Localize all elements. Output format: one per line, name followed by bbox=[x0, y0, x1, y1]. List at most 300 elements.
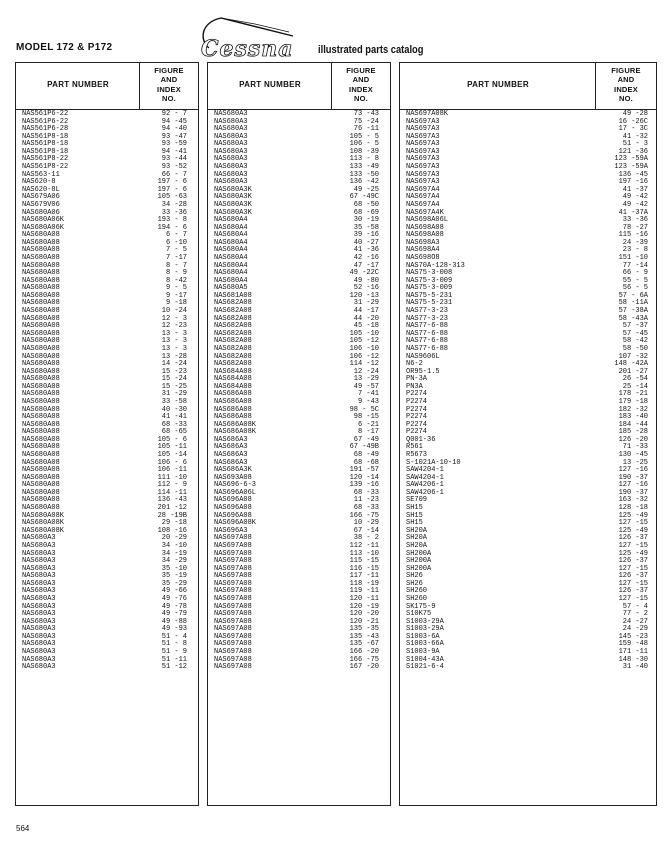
figure-index-cell: 68 -68 bbox=[353, 458, 379, 467]
figure-index-cell: 49 -78 bbox=[161, 602, 187, 611]
figure-index-cell: 126 -37 bbox=[618, 572, 648, 581]
part-number-cell: NAS686A08 bbox=[214, 390, 252, 399]
part-number-cell: NAS697A08 bbox=[214, 557, 252, 566]
figure-index-cell: 11 -23 bbox=[353, 496, 379, 505]
brand-name: Cessna bbox=[201, 36, 294, 62]
table-row bbox=[400, 369, 656, 377]
figure-index-cell: 94 -45 bbox=[161, 117, 187, 126]
table-row bbox=[400, 566, 656, 574]
part-number-cell: NAS697A3 bbox=[406, 155, 440, 164]
figure-index-cell: 125 -49 bbox=[618, 511, 648, 520]
part-number-cell: NAS680A08 bbox=[22, 246, 60, 255]
part-number-cell: NAS680A3 bbox=[214, 117, 248, 126]
catalog-tagline: illustrated parts catalog bbox=[318, 44, 424, 56]
figure-index-cell: 33 -36 bbox=[622, 216, 648, 225]
figure-index-cell: 113 -10 bbox=[349, 549, 379, 558]
figure-index-cell: 201 -27 bbox=[618, 367, 648, 376]
part-number-cell: NAS680A08 bbox=[22, 269, 60, 278]
figure-index-cell: 71 -33 bbox=[622, 443, 648, 452]
part-number-cell: NAS680A08 bbox=[22, 504, 60, 513]
part-number-cell: SH200A bbox=[406, 557, 432, 566]
part-number-cell: NAS680A08 bbox=[22, 367, 60, 376]
part-number-cell: NAS680A08 bbox=[22, 261, 60, 270]
part-number-cell: NAS697A08 bbox=[214, 541, 252, 550]
figure-index-cell: 108 -39 bbox=[349, 147, 379, 156]
part-number-cell: NAS680A3 bbox=[22, 587, 56, 596]
table-row bbox=[400, 490, 656, 498]
figure-index-cell: 66 - 9 bbox=[622, 269, 648, 278]
figure-index-cell: 98 - 5C bbox=[349, 405, 379, 414]
part-number-cell: NAS682A08 bbox=[214, 314, 252, 323]
parts-rows bbox=[16, 111, 198, 672]
part-number-cell: NAS680A08 bbox=[22, 299, 60, 308]
part-number-cell: NAS697A08 bbox=[214, 572, 252, 581]
figure-index-cell: 115 -15 bbox=[349, 557, 379, 566]
table-row bbox=[400, 376, 656, 384]
part-number-cell: NAS561P6-28 bbox=[22, 125, 69, 134]
figure-index-cell: 58 -42 bbox=[622, 337, 648, 346]
figure-index-cell: 31 -40 bbox=[622, 663, 648, 672]
part-number-cell: NAS680A3 bbox=[214, 140, 248, 149]
figure-index-cell: 120 -14 bbox=[349, 473, 379, 482]
table-row bbox=[400, 429, 656, 437]
figure-index-cell: 66 - 7 bbox=[161, 170, 187, 179]
figure-index-cell: 13 -25 bbox=[622, 458, 648, 467]
part-number-cell: NAS696A08 bbox=[214, 496, 252, 505]
part-number-cell: NAS682A08 bbox=[214, 337, 252, 346]
figure-index-cell: 6 - 7 bbox=[165, 231, 187, 240]
figure-index-cell: 139 -16 bbox=[349, 481, 379, 490]
part-number-cell: NAS680A3 bbox=[214, 125, 248, 134]
part-number-cell: NAS620-8L bbox=[22, 185, 60, 194]
part-number-cell: NAS77-3-23 bbox=[406, 307, 449, 316]
part-number-cell: P2274 bbox=[406, 420, 428, 429]
part-number-cell: NAS682A08 bbox=[214, 307, 252, 316]
part-number-cell: NAS680A08 bbox=[22, 466, 60, 475]
figure-index-cell: 115 -16 bbox=[618, 231, 648, 240]
figure-index-cell: 30 -19 bbox=[353, 216, 379, 225]
part-number-cell: NAS75-3-008 bbox=[406, 269, 453, 278]
figure-index-cell: 78 -27 bbox=[622, 223, 648, 232]
figure-index-cell: 145 -23 bbox=[618, 632, 648, 641]
table-row bbox=[400, 391, 656, 399]
figure-index-cell: 120 -11 bbox=[349, 595, 379, 603]
figure-index-cell: 130 -45 bbox=[618, 451, 648, 460]
figure-index-cell: 7 -41 bbox=[357, 390, 379, 399]
figure-index-cell: 41 -36 bbox=[353, 246, 379, 255]
part-number-cell: S1003-66A bbox=[406, 640, 444, 649]
column-header bbox=[16, 63, 198, 110]
figure-index-cell: 77 -14 bbox=[622, 261, 648, 270]
part-number-cell: NAS561P8-22 bbox=[22, 155, 69, 164]
figure-index-cell: 106 - 5 bbox=[349, 140, 379, 149]
figure-index-cell: 12 - 3 bbox=[161, 314, 187, 323]
part-number-cell: SE709 bbox=[406, 496, 428, 505]
figure-index-cell: 171 -11 bbox=[618, 648, 648, 657]
figure-index-cell: 45 -18 bbox=[353, 322, 379, 331]
parts-column-1 bbox=[15, 62, 199, 806]
figure-index-cell: 126 -37 bbox=[618, 587, 648, 596]
figure-index-cell: 57 - 4 bbox=[622, 602, 648, 611]
part-number-cell: NAS680A08 bbox=[22, 405, 60, 414]
part-number-cell: NAS680A3 bbox=[22, 564, 56, 573]
part-number-cell: NAS697A3 bbox=[406, 125, 440, 134]
figure-index-cell: 33 -36 bbox=[161, 208, 187, 217]
figure-index-cell: 120 -13 bbox=[349, 291, 379, 300]
part-number-cell: NAS697A3 bbox=[406, 132, 440, 141]
part-number-cell: NAS680A3 bbox=[22, 602, 56, 611]
table-row bbox=[400, 407, 656, 415]
part-number-cell: NAS680A08 bbox=[22, 420, 60, 429]
table-row bbox=[400, 422, 656, 430]
figure-index-cell: 112 - 9 bbox=[157, 481, 187, 490]
part-number-cell: NAS680A4 bbox=[214, 246, 248, 255]
part-number-cell: NAS680A08 bbox=[22, 337, 60, 346]
figure-index-cell: 8 -17 bbox=[357, 428, 379, 437]
table-row bbox=[400, 384, 656, 392]
figure-index-cell: 197 - 6 bbox=[157, 185, 187, 194]
figure-index-cell: 193 - 8 bbox=[157, 216, 187, 225]
part-number-cell: NAS684A08 bbox=[214, 375, 252, 384]
figure-index-cell: 7 -17 bbox=[165, 253, 187, 262]
figure-index-cell: 67 -49C bbox=[349, 193, 379, 202]
figure-index-cell: 49 -25 bbox=[353, 185, 379, 194]
figure-index-cell: 7 - 5 bbox=[165, 246, 187, 255]
part-number-cell: NAS682A08 bbox=[214, 344, 252, 353]
figure-index-cell: 98 -15 bbox=[353, 413, 379, 422]
figure-index-cell: 76 -11 bbox=[353, 125, 379, 134]
figure-index-cell: 75 -24 bbox=[353, 117, 379, 126]
figure-index-cell: 42 -16 bbox=[353, 253, 379, 262]
part-number-cell: PN3A bbox=[406, 382, 423, 391]
figure-index-cell: 55 - 5 bbox=[622, 276, 648, 285]
figure-index-cell: 41 -41 bbox=[161, 413, 187, 422]
figure-index-cell: 57 -45 bbox=[622, 329, 648, 338]
figure-index-cell: 8 - 9 bbox=[165, 269, 187, 278]
table-row bbox=[400, 444, 656, 452]
figure-index-cell: 121 -36 bbox=[618, 147, 648, 156]
part-number-cell: SK175-9 bbox=[406, 602, 436, 611]
part-number-cell: NAS680A4 bbox=[214, 231, 248, 240]
table-row bbox=[400, 604, 656, 612]
part-number-cell: NAS680A3 bbox=[22, 610, 56, 619]
part-number-cell: N6-2 bbox=[406, 360, 423, 369]
part-number-cell: NAS696-6-3 bbox=[214, 481, 257, 490]
figure-index-cell: 34 -19 bbox=[161, 549, 187, 558]
part-number-cell: NAS684A08 bbox=[214, 382, 252, 391]
part-number-cell: SAW4206-1 bbox=[406, 488, 444, 497]
figure-index-cell: 24 -39 bbox=[622, 238, 648, 247]
figure-index-cell: 9 -17 bbox=[165, 291, 187, 300]
figure-index-heading: FIGURE AND INDEX NO. bbox=[346, 66, 376, 103]
figure-index-cell: 183 -40 bbox=[618, 413, 648, 422]
figure-index-cell: 182 -32 bbox=[618, 405, 648, 414]
figure-index-cell: 8 -42 bbox=[165, 276, 187, 285]
figure-index-cell: 8 - 7 bbox=[165, 261, 187, 270]
part-number-cell: NAS697A3 bbox=[406, 163, 440, 172]
figure-index-cell: 68 -49 bbox=[353, 451, 379, 460]
figure-index-cell: 112 -11 bbox=[349, 541, 379, 550]
figure-index-cell: 178 -21 bbox=[618, 390, 648, 399]
part-number-cell: NAS697A08 bbox=[214, 549, 252, 558]
part-number-cell: NAS680A08 bbox=[22, 473, 60, 482]
part-number-cell: NAS680A08 bbox=[22, 238, 60, 247]
figure-index-cell: 68 -33 bbox=[353, 488, 379, 497]
column-header bbox=[400, 63, 656, 110]
part-number-cell: NAS680A3 bbox=[214, 155, 248, 164]
figure-index-cell: 105 -10 bbox=[349, 329, 379, 338]
part-number-cell: NAS680A08 bbox=[22, 231, 60, 240]
part-number-cell: NAS680A08 bbox=[22, 307, 60, 316]
part-number-cell: NAS686A08 bbox=[214, 405, 252, 414]
part-number-cell: NAS686A3 bbox=[214, 458, 248, 467]
part-number-cell: NAS696A08 bbox=[214, 504, 252, 513]
figure-index-cell: 93 -47 bbox=[161, 132, 187, 141]
figure-index-cell: 10 -24 bbox=[161, 307, 187, 316]
table-row bbox=[400, 520, 656, 528]
part-number-cell: NAS697A08 bbox=[214, 595, 252, 603]
part-number-cell: NAS696A08 bbox=[214, 511, 252, 520]
part-number-cell: NAS697A3 bbox=[406, 178, 440, 187]
part-number-cell: NAS75-3-009 bbox=[406, 276, 453, 285]
figure-index-cell: 197 -16 bbox=[618, 178, 648, 187]
part-number-cell: NAS620-8 bbox=[22, 178, 56, 187]
figure-index-cell: 119 -11 bbox=[349, 587, 379, 596]
part-number-cell: SAW4206-1 bbox=[406, 481, 444, 490]
part-number-cell: NAS77-6-88 bbox=[406, 337, 449, 346]
part-number-cell: S1003-6A bbox=[406, 632, 440, 641]
figure-index-cell: 92 - 7 bbox=[161, 110, 187, 118]
figure-index-cell: 49 -28 bbox=[622, 110, 648, 118]
part-number-cell: NAS697A4 bbox=[406, 193, 440, 202]
table-row bbox=[400, 543, 656, 551]
part-number-cell: NAS698A4 bbox=[406, 246, 440, 255]
table-row bbox=[16, 664, 198, 672]
figure-index-cell: 148 -42A bbox=[614, 360, 648, 369]
figure-index-cell: 133 -50 bbox=[349, 170, 379, 179]
part-number-cell: NAS686A08K bbox=[214, 420, 257, 429]
figure-index-cell: 9 - 5 bbox=[165, 284, 187, 293]
part-number-cell: NAS696A08K bbox=[214, 519, 257, 528]
figure-index-cell: 191 -57 bbox=[349, 466, 379, 475]
figure-index-cell: 127 -16 bbox=[618, 466, 648, 475]
part-number-cell: SAW4204-1 bbox=[406, 473, 444, 482]
figure-index-cell: 68 -33 bbox=[353, 504, 379, 513]
part-number-cell: NAS77-6-88 bbox=[406, 329, 449, 338]
figure-index-cell: 49 -66 bbox=[161, 587, 187, 596]
part-number-cell: NAS680A08 bbox=[22, 360, 60, 369]
figure-index-cell: 106 -11 bbox=[157, 466, 187, 475]
part-number-cell: NAS680A3 bbox=[22, 595, 56, 603]
part-number-cell: SH15 bbox=[406, 504, 423, 513]
part-number-cell: NAS9606L bbox=[406, 352, 440, 361]
part-number-cell: NAS698A06L bbox=[406, 216, 449, 225]
figure-index-cell: 108 -16 bbox=[157, 526, 187, 535]
table-row bbox=[400, 513, 656, 521]
figure-index-cell: 40 -27 bbox=[353, 238, 379, 247]
figure-index-cell: 127 -15 bbox=[618, 541, 648, 550]
part-number-cell: NAS680A08 bbox=[22, 322, 60, 331]
part-number-cell: NAS680A3K bbox=[214, 200, 252, 209]
figure-index-cell: 163 -32 bbox=[618, 496, 648, 505]
figure-index-cell: 44 -20 bbox=[353, 314, 379, 323]
part-number-cell: NAS680A4 bbox=[214, 238, 248, 247]
part-number-cell: NAS680A08 bbox=[22, 390, 60, 399]
figure-index-cell: 190 -37 bbox=[618, 473, 648, 482]
figure-index-cell: 51 - 3 bbox=[622, 140, 648, 149]
part-number-cell: P2274 bbox=[406, 413, 428, 422]
figure-index-cell: 67 -14 bbox=[353, 526, 379, 535]
figure-index-cell: 117 -11 bbox=[349, 572, 379, 581]
part-number-cell: NAS680A4 bbox=[214, 261, 248, 270]
part-number-cell: NAS697A08 bbox=[214, 564, 252, 573]
part-number-cell: NAS70A-128-313 bbox=[406, 261, 465, 270]
figure-index-cell: 68 -50 bbox=[353, 200, 379, 209]
figure-index-cell: 133 -49 bbox=[349, 163, 379, 172]
figure-index-heading: FIGURE AND INDEX NO. bbox=[154, 66, 184, 103]
figure-index-cell: 26 -54 bbox=[622, 375, 648, 384]
figure-index-cell: 9 -43 bbox=[357, 397, 379, 406]
figure-index-cell: 116 -15 bbox=[349, 564, 379, 573]
part-number-cell: NAS680A3K bbox=[214, 208, 252, 217]
table-row bbox=[400, 497, 656, 505]
part-number-cell: NAS75-5-231 bbox=[406, 291, 453, 300]
part-number-cell: NAS697A3 bbox=[406, 140, 440, 149]
figure-index-cell: 136 -45 bbox=[618, 170, 648, 179]
figure-index-cell: 13 - 3 bbox=[161, 337, 187, 346]
part-number-cell: NAS682A08 bbox=[214, 360, 252, 369]
figure-index-cell: 6 -21 bbox=[357, 420, 379, 429]
figure-index-cell: 13 - 3 bbox=[161, 329, 187, 338]
part-number-cell: S10K75 bbox=[406, 610, 432, 619]
figure-index-cell: 15 -23 bbox=[161, 367, 187, 376]
figure-index-cell: 49 -76 bbox=[161, 595, 187, 603]
part-number-cell: NAS697A08 bbox=[214, 617, 252, 626]
part-number-cell: NAS697A08 bbox=[214, 587, 252, 596]
figure-index-cell: 16 -26C bbox=[618, 117, 648, 126]
figure-index-cell: 135 -35 bbox=[349, 625, 379, 634]
part-number-cell: NAS561P8-18 bbox=[22, 147, 69, 156]
table-row bbox=[400, 551, 656, 559]
part-number-cell: NAS681A08 bbox=[214, 291, 252, 300]
part-number-cell: P2274 bbox=[406, 397, 428, 406]
part-number-heading: PART NUMBER bbox=[47, 80, 109, 89]
part-number-cell: NAS693A08 bbox=[214, 473, 252, 482]
part-number-cell: NAS697A08 bbox=[214, 602, 252, 611]
part-number-cell: NAS697A3 bbox=[406, 117, 440, 126]
figure-index-cell: 51 -12 bbox=[161, 663, 187, 672]
part-number-cell: SH15 bbox=[406, 511, 423, 520]
part-number-cell: SH20A bbox=[406, 541, 428, 550]
part-number-cell: SH260 bbox=[406, 587, 428, 596]
figure-index-cell: 126 -37 bbox=[618, 557, 648, 566]
figure-index-cell: 114 -11 bbox=[157, 488, 187, 497]
figure-index-cell: 23 - 8 bbox=[622, 246, 648, 255]
part-number-cell: NAS680A08 bbox=[22, 428, 60, 437]
part-number-cell: NAS686A08 bbox=[214, 413, 252, 422]
part-number-cell: NAS680A08 bbox=[22, 291, 60, 300]
part-number-cell: NAS680A08 bbox=[22, 435, 60, 444]
part-number-cell: NAS680A3 bbox=[214, 163, 248, 172]
part-number-cell: NAS680A3 bbox=[22, 557, 56, 566]
part-number-cell: NAS680A08 bbox=[22, 382, 60, 391]
figure-index-cell: 34 -29 bbox=[161, 557, 187, 566]
figure-index-cell: 15 -24 bbox=[161, 375, 187, 384]
figure-index-cell: 184 -44 bbox=[618, 420, 648, 429]
part-number-cell: NAS697A08K bbox=[406, 110, 449, 118]
figure-index-cell: 135 -43 bbox=[349, 632, 379, 641]
figure-index-cell: 51 - 9 bbox=[161, 648, 187, 657]
part-number-cell: NAS680A08 bbox=[22, 443, 60, 452]
part-number-cell: PN-3A bbox=[406, 375, 428, 384]
table-row bbox=[400, 581, 656, 589]
part-number-cell: NAS686A3 bbox=[214, 443, 248, 452]
figure-index-cell: 49 -79 bbox=[161, 610, 187, 619]
part-number-cell: NAS686A3K bbox=[214, 466, 252, 475]
part-number-cell: NAS697A4 bbox=[406, 200, 440, 209]
figure-index-cell: 166 -75 bbox=[349, 655, 379, 664]
part-number-cell: NAS680A3 bbox=[22, 579, 56, 588]
table-row bbox=[400, 535, 656, 543]
part-number-cell: NAS697A08 bbox=[214, 648, 252, 657]
figure-index-cell: 28 -19B bbox=[157, 511, 187, 520]
figure-index-cell: 49 -42 bbox=[622, 193, 648, 202]
part-number-cell: NAS680A08 bbox=[22, 344, 60, 353]
figure-index-cell: 58 -43A bbox=[618, 314, 648, 323]
part-number-cell: NAS696A3 bbox=[214, 526, 248, 535]
figure-index-cell: 49 -22C bbox=[349, 269, 379, 278]
part-number-cell: NAS680A08 bbox=[22, 314, 60, 323]
page-number: 564 bbox=[16, 824, 30, 833]
part-number-cell: NAS679A06 bbox=[22, 193, 60, 202]
figure-index-cell: 24 -29 bbox=[622, 625, 648, 634]
figure-index-cell: 68 -33 bbox=[161, 420, 187, 429]
figure-index-cell: 47 -17 bbox=[353, 261, 379, 270]
figure-index-cell: 113 - 8 bbox=[349, 155, 379, 164]
figure-index-cell: 106 - 6 bbox=[157, 458, 187, 467]
figure-index-cell: 105 - 6 bbox=[157, 435, 187, 444]
part-number-cell: NAS680A3 bbox=[22, 617, 56, 626]
figure-index-cell: 51 - 4 bbox=[161, 632, 187, 641]
part-number-cell: NAS680A3 bbox=[22, 648, 56, 657]
part-number-cell: NAS680A3 bbox=[22, 541, 56, 550]
part-number-cell: NAS680A3 bbox=[22, 572, 56, 581]
part-number-cell: S-1021A-10-10 bbox=[406, 458, 461, 467]
part-number-cell: NAS684A08 bbox=[214, 367, 252, 376]
table-row bbox=[400, 414, 656, 422]
part-number-cell: NAS697A08 bbox=[214, 640, 252, 649]
part-number-cell: NAS680A3K bbox=[214, 193, 252, 202]
part-number-cell: NAS680A08 bbox=[22, 413, 60, 422]
figure-index-cell: 127 -15 bbox=[618, 595, 648, 603]
part-number-cell: S1003-9A bbox=[406, 648, 440, 657]
part-number-cell: NAS686A08K bbox=[214, 428, 257, 437]
figure-index-cell: 6 -10 bbox=[165, 238, 187, 247]
part-number-cell: NAS75-3-009 bbox=[406, 284, 453, 293]
part-number-cell: NAS679V06 bbox=[22, 200, 60, 209]
figure-index-cell: 12 -23 bbox=[161, 322, 187, 331]
part-number-cell: R561 bbox=[406, 443, 423, 452]
table-row bbox=[400, 664, 656, 672]
figure-index-cell: 58 -11A bbox=[618, 299, 648, 308]
figure-index-cell: 127 -15 bbox=[618, 564, 648, 573]
figure-index-cell: 166 -20 bbox=[349, 648, 379, 657]
table-row bbox=[400, 505, 656, 513]
part-number-cell: NAS680A3 bbox=[22, 632, 56, 641]
figure-index-cell: 68 -69 bbox=[353, 208, 379, 217]
part-number-cell: NAS680A3K bbox=[214, 185, 252, 194]
part-number-cell: Q001-36 bbox=[406, 435, 436, 444]
